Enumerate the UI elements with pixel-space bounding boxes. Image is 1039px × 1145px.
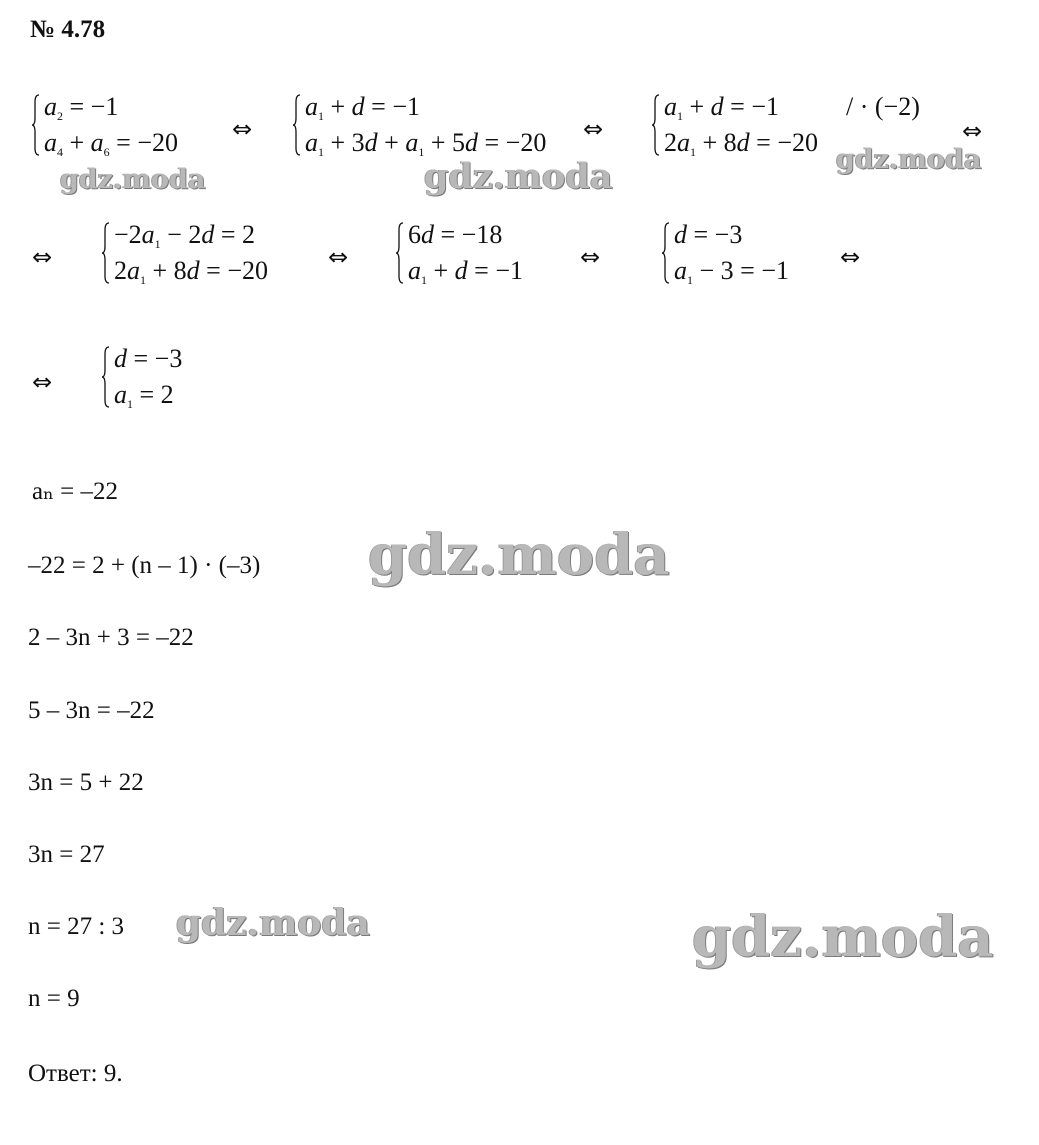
step-line: aₙ = –22 <box>32 478 119 505</box>
watermark: gdz.moda <box>692 904 994 970</box>
step-line: –22 = 2 + (n – 1) · (–3) <box>28 552 261 579</box>
left-brace-icon <box>102 222 110 284</box>
equivalence-icon: ⇔ <box>32 243 53 271</box>
step-line: 3n = 27 <box>28 841 105 868</box>
system-6 <box>662 220 812 290</box>
equation: $2a_1 + 8d = -20$ <box>664 128 818 159</box>
equation: $a_1 + d = -1$ <box>408 256 523 287</box>
watermark: gdz.moda <box>60 164 206 195</box>
system-1 <box>32 92 232 162</box>
equivalence-icon: ⇔ <box>32 368 53 396</box>
watermark: gdz.moda <box>176 902 370 944</box>
equivalence-icon: ⇔ <box>328 243 349 271</box>
system-2 <box>293 92 573 162</box>
equation: $2a_1 + 8d = -20$ <box>114 256 268 287</box>
equivalence-icon: ⇔ <box>580 243 601 271</box>
step-line: 5 – 3n = –22 <box>28 697 155 724</box>
equation: 6d = −18 <box>408 220 503 249</box>
equivalence-icon: ⇔ <box>232 115 253 143</box>
equation: $a_1 + d = -1$ <box>305 92 420 123</box>
equation: $a_4 + a_6 = -20$ <box>44 128 178 159</box>
equation: $a_2 = -1$ <box>44 92 119 123</box>
system-3 <box>652 92 852 162</box>
problem-number: № 4.78 <box>30 16 106 43</box>
equivalence-icon: ⇔ <box>840 243 861 271</box>
equation: $-2a_1 - 2d = 2$ <box>114 220 256 251</box>
equivalence-icon: ⇔ <box>583 115 604 143</box>
left-brace-icon <box>662 222 670 284</box>
equation: $a_1 = 2$ <box>114 380 174 411</box>
answer: Ответ: 9. <box>28 1060 123 1087</box>
left-brace-icon <box>32 94 40 156</box>
multiplier-note: / · (−2) <box>846 92 920 121</box>
watermark: gdz.moda <box>424 156 613 197</box>
step-line: 2 – 3n + 3 = –22 <box>28 624 194 651</box>
step-line: n = 9 <box>28 985 80 1012</box>
watermark: gdz.moda <box>836 144 982 175</box>
equation: d = −3 <box>114 344 183 373</box>
step-line: n = 27 : 3 <box>28 913 125 940</box>
system-4 <box>102 220 302 290</box>
left-brace-icon <box>652 94 660 156</box>
left-brace-icon <box>102 346 110 408</box>
step-line: 3n = 5 + 22 <box>28 769 144 796</box>
equation: $a_1 - 3 = -1$ <box>674 256 789 287</box>
system-5 <box>396 220 546 290</box>
equation: $a_1 + d = -1$ <box>664 92 779 123</box>
system-7 <box>102 344 252 414</box>
equation: d = −3 <box>674 220 743 249</box>
left-brace-icon <box>396 222 404 284</box>
equation: $a_1 + 3d + a_1 + 5d = -20$ <box>305 128 547 159</box>
left-brace-icon <box>293 94 301 156</box>
watermark: gdz.moda <box>368 522 670 588</box>
equivalence-icon: ⇔ <box>962 117 983 145</box>
